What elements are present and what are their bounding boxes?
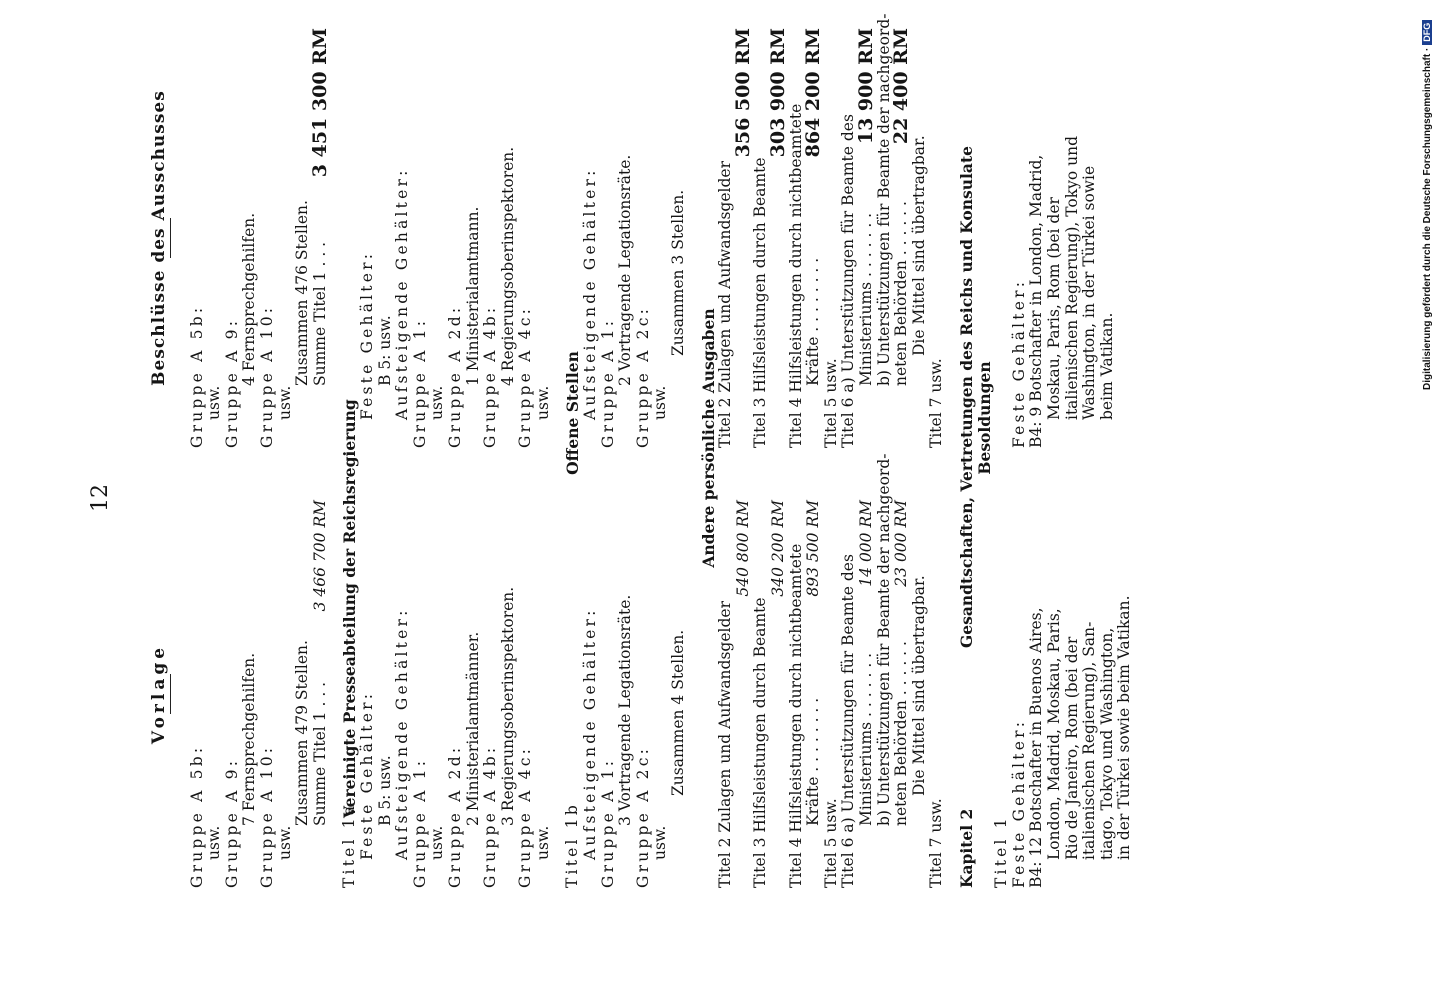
total-positions: Zusammen 3 Stellen. (669, 189, 688, 356)
spacer-line (564, 28, 582, 448)
title-text: Titel 3 Hilfsleistungen durch Beamte (751, 157, 770, 448)
list-item: B4: 12 Botschafter in Buenos Aires, (1027, 607, 1046, 888)
text-line: Aufsteigende Gehälter: (393, 607, 412, 860)
list-item: Washington, in der Türkei sowie (1080, 165, 1099, 420)
title-line: Titel 6 a) Unterstützungen für Beamte des (839, 554, 858, 888)
value-line (890, 28, 913, 448)
amount: 340 200 RM (769, 500, 787, 597)
group-line: Gruppe A 5b: (187, 744, 206, 888)
digitization-credit (1422, 10, 1433, 390)
spacer-line (958, 28, 976, 448)
column-beschluesse (149, 13, 1116, 448)
value-line (770, 500, 788, 888)
group-line: Gruppe A 9: (222, 757, 241, 888)
title-line: Titel 4 Hilfsleistungen durch nichtbeamtete (786, 543, 805, 888)
credit-text: Digitalisierung gefördert durch die Deutsche Forschungsgemeinschaft · (1422, 47, 1433, 390)
group-line: Gruppe A 4b: (481, 744, 500, 888)
title-text: Kräfte . . . . . . . . (804, 697, 823, 826)
list-item: Rio de Janeiro, Rom (bei der (1062, 636, 1081, 860)
list-item: italienischen Regierung), Tokyo und (1062, 135, 1081, 420)
chapter-heading: Gesandtschaften, Vertretungen des Reichs und Konsulate (956, 146, 976, 648)
page-number: 12 (88, 484, 113, 512)
note-line: Die Mittel sind übertragbar. (909, 575, 928, 796)
text-line: usw. (651, 825, 670, 860)
value-line (735, 500, 753, 888)
group-line: Gruppe A 1: (410, 317, 429, 448)
dfg-logo: DFG (1422, 20, 1432, 45)
text-line: Feste Gehälter: (357, 690, 376, 860)
amount: 893 500 RM (804, 500, 823, 597)
amount: 23 000 RM (892, 500, 911, 587)
list-item: italienischen Regierung), San- (1080, 621, 1099, 860)
text-line: usw. (275, 825, 294, 860)
title-line: b) Unterstützungen für Beamte der nachgeord- (874, 453, 893, 826)
spacer-line (976, 28, 994, 448)
title-text: neten Behörden . . . . . . (892, 641, 911, 826)
text-line: B 5: usw. (375, 315, 394, 386)
title-line: Titel 7 usw. (927, 798, 946, 888)
section-heading: Vereinigte Presseabteilung der Reichsregierung (340, 399, 360, 818)
value-line (767, 28, 789, 448)
value-line (858, 500, 876, 888)
section-heading: Offene Stellen (563, 351, 583, 475)
text-line: 1 Ministerialamtmann. (463, 206, 482, 386)
title-text: Titel 3 Hilfsleistungen durch Beamte (751, 597, 770, 888)
text-line: Feste Gehälter: (1009, 718, 1028, 888)
sum-value: 3 466 700 RM (310, 500, 329, 612)
amount: 13 900 RM (854, 28, 877, 145)
sum-line (312, 500, 330, 888)
group-line: Gruppe A 2c: (633, 745, 652, 888)
amount: 356 500 RM (731, 28, 754, 158)
total-positions: Zusammen 476 Stellen. (293, 200, 312, 386)
group-line: Gruppe A 1: (410, 757, 429, 888)
titel-1a: Titel 1a (340, 802, 359, 888)
title-line: Titel 5 usw. (821, 358, 840, 448)
amount: 303 900 RM (767, 28, 789, 158)
group-line: Gruppe A 5b: (187, 304, 206, 448)
amount: 22 400 RM (890, 28, 913, 145)
total-positions: Zusammen 4 Stellen. (669, 629, 688, 796)
title-line: Titel 1 (992, 815, 1011, 888)
title-line (717, 500, 735, 888)
group-line: Gruppe A 10: (257, 304, 276, 448)
sum-value: 3 451 300 RM (308, 28, 331, 178)
title-text: Titel 2 Zulagen und Aufwandsgelder (716, 161, 735, 448)
spacer-line (341, 28, 359, 448)
column-heading: Beschlüsse des Ausschusses (149, 90, 169, 386)
title-line: Titel 5 usw. (821, 798, 840, 888)
group-line: Gruppe A 2d: (445, 304, 464, 448)
text-line: 2 Ministerialamtmänner. (463, 631, 482, 826)
text-line: usw. (533, 825, 552, 860)
note-line: Die Mittel sind übertragbar. (909, 135, 928, 356)
spacer-line (700, 28, 718, 448)
group-line: Gruppe A 1: (598, 317, 617, 448)
total-positions: Zusammen 479 Stellen. (293, 640, 312, 826)
group-line: Gruppe A 2c: (633, 305, 652, 448)
title-text: Ministeriums . . . . . . . (856, 212, 875, 386)
sum-label: Summe Titel 1 . . . (310, 241, 329, 386)
heading-rule (170, 218, 171, 258)
text-line: usw. (651, 385, 670, 420)
text-line: B 5: usw. (375, 755, 394, 826)
title-text: Kräfte . . . . . . . . (804, 257, 823, 386)
section-heading: Andere persönliche Ausgaben (698, 308, 718, 568)
text-line: usw. (205, 385, 224, 420)
text-line: Feste Gehälter: (1009, 278, 1028, 448)
title-text: Ministeriums . . . . . . . (856, 652, 875, 826)
title-line: Titel 4 Hilfsleistungen durch nichtbeamtete (786, 103, 805, 448)
text-line: 3 Vortragende Legationsräte. (616, 594, 635, 826)
title-line (752, 500, 770, 888)
list-item: B4: 9 Botschafter in London, Madrid, (1027, 154, 1046, 448)
text-line: usw. (533, 385, 552, 420)
value-line (805, 500, 823, 888)
group-line: Gruppe A 1: (598, 757, 617, 888)
text-line: usw. (275, 385, 294, 420)
value-line (854, 28, 877, 448)
list-item: in der Türkei sowie beim Vatikan. (1115, 595, 1134, 860)
amount: 14 000 RM (856, 500, 875, 587)
heading-rule (170, 674, 171, 714)
text-line: 3 Regierungsoberinspektoren. (498, 586, 517, 826)
title-text: Titel 2 Zulagen und Aufwandsgelder (716, 601, 735, 888)
text-line: 4 Fernsprechgehilfen. (240, 212, 259, 386)
group-line: Gruppe A 4c: (516, 745, 535, 888)
text-line: 4 Regierungsoberinspektoren. (498, 146, 517, 386)
sum-label: Summe Titel 1 . . . (310, 681, 329, 826)
amount: 540 800 RM (733, 500, 752, 597)
spacer-line (993, 28, 1011, 448)
value-line (893, 500, 911, 888)
title-line: b) Unterstützungen für Beamte der nachgeord- (874, 13, 893, 386)
sum-line (308, 28, 331, 448)
text-line: usw. (428, 385, 447, 420)
amount: 864 200 RM (802, 28, 825, 158)
text-line: 2 Vortragende Legationsräte. (616, 154, 635, 386)
group-line: Gruppe A 2d: (445, 744, 464, 888)
kapitel-2: Kapitel 2 (956, 808, 976, 888)
list-item: London, Madrid, Moskau, Paris, (1044, 608, 1063, 860)
group-line: Gruppe A 9: (222, 317, 241, 448)
text-line: usw. (428, 825, 447, 860)
text-line: 7 Fernsprechgehilfen. (240, 652, 259, 826)
group-line: Gruppe A 4b: (481, 304, 500, 448)
group-line: Gruppe A 4c: (516, 305, 535, 448)
value-line (802, 28, 825, 448)
value-line (731, 28, 754, 448)
title-line: Titel 7 usw. (927, 358, 946, 448)
list-item: beim Vatikan. (1097, 312, 1116, 420)
title-text: neten Behörden . . . . . . (892, 201, 911, 386)
text-line: Aufsteigende Gehälter: (393, 167, 412, 420)
column-heading: Vorlage (149, 643, 169, 745)
text-line: usw. (205, 825, 224, 860)
list-item: tiago, Tokyo und Washington, (1097, 627, 1116, 860)
text-line: Aufsteigende Gehälter: (581, 607, 600, 860)
group-line: Gruppe A 10: (257, 744, 276, 888)
text-line: Aufsteigende Gehälter: (581, 167, 600, 420)
subheading: Besoldungen (974, 361, 994, 475)
text-line: Feste Gehälter: (357, 250, 376, 420)
titel-1b: Titel 1b (563, 802, 582, 888)
list-item: Moskau, Paris, Rom (bei der (1044, 197, 1063, 420)
title-line: Titel 6 a) Unterstützungen für Beamte des (839, 114, 858, 448)
